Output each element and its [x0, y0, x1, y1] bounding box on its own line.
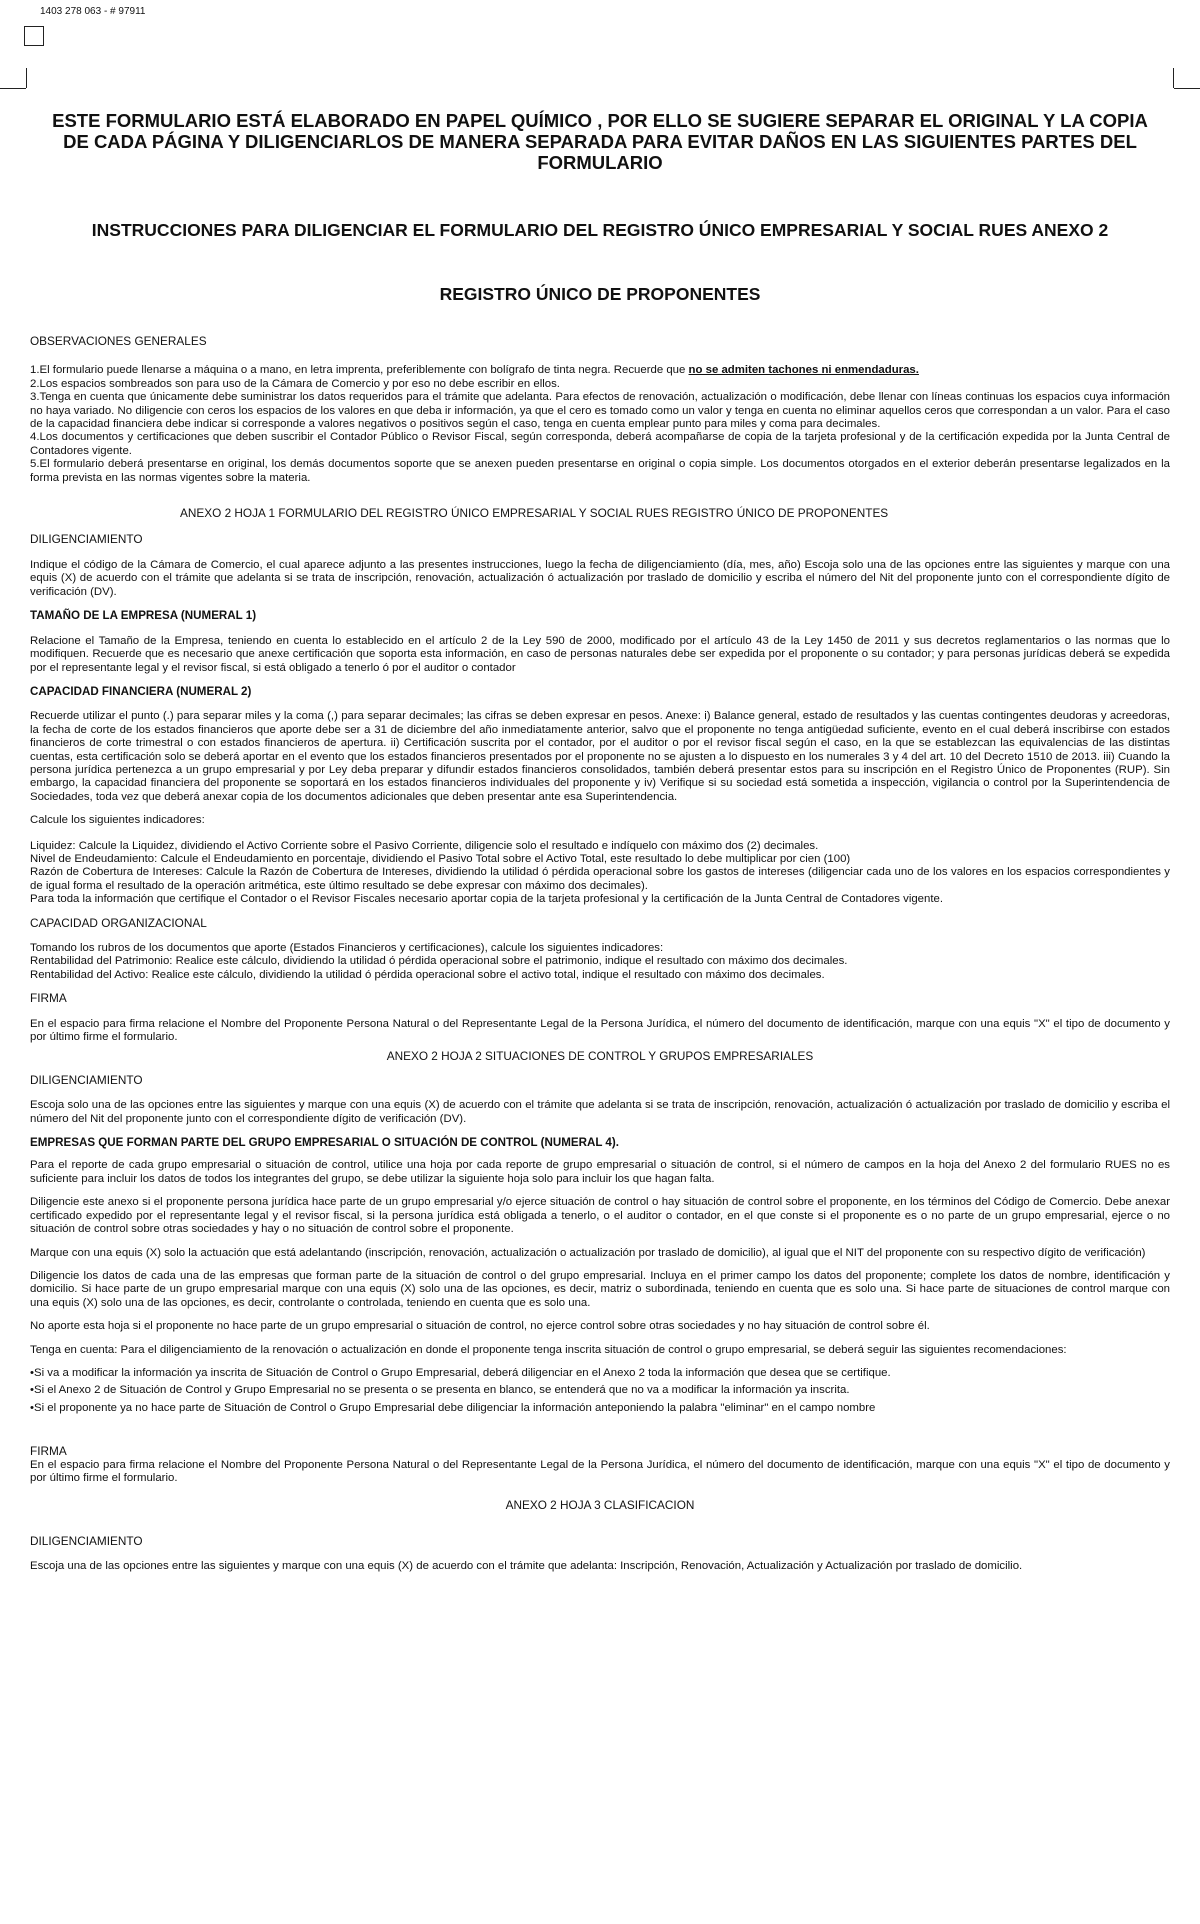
endeudamiento-text: Nivel de Endeudamiento: Calcule el Endeudamiento en porcentaje, dividiendo el Pasivo Total sobre el Activo Total, este resultado lo debe multiplicar por cien (100) [30, 852, 851, 865]
capacidad-financiera-title: CAPACIDAD FINANCIERA (NUMERAL 2) [30, 684, 252, 698]
form-code: 1403 278 063 - # 97911 [40, 6, 146, 17]
general-item-4: 4.Los documentos y certificaciones que deben suscribir el Contador Público o Revisor Fiscal, según corresponda, deberá acompañarse de copia de la tarjeta profesional y de la certificación expedida por la Junta Central de Contadores vigente. [30, 431, 1170, 457]
hoja2-dil-text: Escoja solo una de las opciones entre las siguientes y marque con una equis (X) de acuerdo con el trámite que adelanta si se trata de inscripción, renovación, actualización ó actualización por traslado de domicilio y escriba el número del Nit del proponente junto con el correspondiente dígito de verificación (DV). [30, 1099, 1170, 1125]
hoja2-firma-text: En el espacio para firma relacione el Nombre del Proponente Persona Natural o del Representante Legal de la Persona Jurídica, el número del documento de identificación, marque con una equis "X" el tipo de documento y por último firme el formulario. [30, 1458, 1170, 1484]
hoja2-paragraph-6: Tenga en cuenta: Para el diligenciamiento de la renovación o actualización en donde el proponente tenga inscrita situación de control o grupo empresarial, se deberá seguir las siguientes recomendaciones: [30, 1343, 1067, 1356]
rentabilidad-patrimonio: Rentabilidad del Patrimonio: Realice este cálculo, dividiendo la utilidad ó pérdida operacional sobre el patrimonio, indique el resultado con máximo dos decimales. [30, 955, 848, 968]
hoja2-paragraph-5: No aporte esta hoja si el proponente no hace parte de un grupo empresarial o situación de control, no ejerce control sobre otras sociedades y no hay situación de control sobre él. [30, 1320, 930, 1333]
capacidad-financiera-text: Recuerde utilizar el punto (.) para separar miles y la coma (,) para separar decimales; las cifras se deben expresar en pesos. Anexe: i) Balance general, estado de resultados y las cuentas contingentes deudoras y acreedoras, la fecha de corte de los estados financieros que aporte debe ser a 31 de diciembre del año inmediatamente anterior, salvo que el proponente no tenga antigüedad suficiente, evento en el cual deberá inscribirse con estados financieros de corte trimestral o con estados financieros de apertura. ii) Certificación suscrita por el contador, por el auditor o por el revisor fiscal según el caso, en la que se establezcan las equivalencias de las distintas cuentas, esta certificación solo se deberá aportar en el evento que los estados financieros presentados por el proponente no se ajusten a lo dispuesto en los numerales 3 y 4 del art. 10 del Decreto 1510 de 2013. iii) Cuando la persona jurídica pertenezca a un grupo empresarial y por Ley deba preparar y difundir estados financieros consolidados, también deberá presentar estos para su inscripción en el Registro Único de Proponentes (RUP). Sin embargo, la capacidad financiera del proponente se soportará en los estados financieros individuales del proponente y iv) Verifique si su sociedad está sometida a inspección, vigilancia o control por la Superintendencia de Sociedades, toda vez que deberá anexar copia de los documentos adicionales que deben presentar ante esa Superintendencia. [30, 710, 1170, 803]
tamano-title: TAMAÑO DE LA EMPRESA (NUMERAL 1) [30, 609, 257, 623]
rentabilidad-activo: Rentabilidad del Activo: Realice este cálculo, dividiendo la utilidad ó pérdida operacional sobre el activo total, indique el resultado con máximo dos decimales. [30, 968, 825, 981]
hoja2-paragraph-2: Diligencie este anexo si el proponente persona jurídica hace parte de un grupo empresarial y/o ejerce situación de control o hay situación de control sobre el proponente, en los términos del Código de Comercio. Debe anexar certificado expedido por el representante legal y el revisor fiscal, si la persona jurídica está obligada a tenerlo, o el auditor o contador, en el que conste si el proponente es o no parte de un grupo empresarial, ejerce o no situación de control sobre otras sociedades y hay o no situación de control sobre el proponente. [30, 1196, 1170, 1236]
chemical-paper-warning: ESTE FORMULARIO ESTÁ ELABORADO EN PAPEL QUÍMICO , POR ELLO SE SUGIERE SEPARAR EL ORIGINAL Y LA COPIA DE CADA PÁGINA Y DILIGENCIARLOS DE MANERA SEPARADA PARA EVITAR DAÑOS EN LAS SIGUIENTES PARTES DEL FORMULARIO [52, 110, 1148, 173]
hoja2-bullet-2: •Si el Anexo 2 de Situación de Control y Grupo Empresarial no se presenta o se presenta en blanco, se entenderá que no va a modificar la información ya inscrita. [30, 1384, 850, 1397]
cobertura-note: Para toda la información que certifique el Contador o el Revisor Fiscales necesario aportar copia de la tarjeta profesional y la certificación de la Junta Central de Contadores vigente. [30, 893, 944, 906]
grupo-empresarial-title: EMPRESAS QUE FORMAN PARTE DEL GRUPO EMPRESARIAL O SITUACIÓN DE CONTROL (NUMERAL 4). [30, 1136, 619, 1150]
hoja2-dil-title: DILIGENCIAMIENTO [30, 1072, 143, 1087]
liquidez-text: Liquidez: Calcule la Liquidez, dividiendo el Activo Corriente sobre el Pasivo Corriente, diligencie solo el resultado e indíquelo con máximo dos (2) decimales. [30, 839, 819, 852]
hoja2-paragraph-1: Para el reporte de cada grupo empresarial o situación de control, utilice una hoja por cada reporte de grupo empresarial o situación de control, si el número de campos en la hoja del Anexo 2 del formulario RUES no es suficiente para incluir los datos de todos los integrantes del grupo, se debe utilizar la siguiente hoja solo para incluir los que hagan falta. [30, 1159, 1170, 1185]
hoja3-dil-title: DILIGENCIAMIENTO [30, 1533, 143, 1548]
general-item-1-text: 1.El formulario puede llenarse a máquina o a mano, en letra imprenta, preferiblemente con bolígrafo de tinta negra. Recuerde que [30, 364, 689, 377]
general-item-1-emphasis: no se admiten tachones ni enmendaduras. [688, 364, 919, 377]
checkbox[interactable] [24, 26, 44, 46]
tamano-text: Relacione el Tamaño de la Empresa, teniendo en cuenta lo establecido en el artículo 2 de la Ley 590 de 2000, modificado por el artículo 43 de la Ley 1450 de 2011 y sus decretos reglamentarios o las normas que lo modifiquen. Recuerde que es necesario que anexe certificación que soporta esta información, en caso de personas naturales debe ser expedida por el proponente o su contador; y para personas jurídicas deberá se expedida por el representante legal y el revisor fiscal, si está obligado a tenerlo ó por el auditor o contador [30, 634, 1170, 674]
hoja2-paragraph-4: Diligencie los datos de cada una de las empresas que forman parte de la situación de control o del grupo empresarial. Incluya en el primer campo los datos del proponente; complete los datos de nombre, identificación y domicilio. Si hace parte de un grupo empresarial marque con una equis (X) solo una de las opciones, es decir, matriz o subordinada, teniendo en cuenta que es solo una. Si hace parte de situaciones de control marque con una equis (X) solo una de las opciones, es decir, controlante o controlada, teniendo en cuenta que es solo una. [30, 1269, 1170, 1309]
general-item-1 [30, 364, 1170, 377]
hoja1-dil-title: DILIGENCIAMIENTO [30, 532, 143, 547]
capacidad-organizacional-title: CAPACIDAD ORGANIZACIONAL [30, 915, 207, 930]
hoja1-title: ANEXO 2 HOJA 1 FORMULARIO DEL REGISTRO ÚNICO EMPRESARIAL Y SOCIAL RUES REGISTRO ÚNICO DE PROPONENTES [180, 506, 889, 521]
general-item-3: 3.Tenga en cuenta que únicamente debe suministrar los datos requeridos para el trámite que adelanta. Para efectos de renovación, actualización o modificación, debe llenar con líneas continuas los espacios cuya información no haya variado. No diligencie con ceros los espacios de los valores en que deba ir información, ya que el cero es tomado como un valor y tenga en cuenta no eliminar aquellos ceros que correspondan a un valor. Para el caso de la capacidad financiera debe indicar si corresponde a valores negativos o positivos según el caso, tenga en cuenta emplear punto para miles y coma para decimales. [30, 391, 1170, 431]
calc-intro: Calcule los siguientes indicadores: [30, 814, 205, 827]
instructions-body [30, 335, 1170, 1574]
hoja2-bullet-3: •Si el proponente ya no hace parte de Situación de Control o Grupo Empresarial debe diligenciar la información anteponiendo la palabra "eliminar" en el campo nombre [30, 1401, 876, 1414]
general-item-2: 2.Los espacios sombreados son para uso de la Cámara de Comercio y por eso no debe escribir en ellos. [30, 377, 560, 390]
hoja2-paragraph-3: Marque con una equis (X) solo la actuación que está adelantando (inscripción, renovación, actualización o actualización por traslado de domicilio), al igual que el NIT del proponente con su respectivo dígito de verificación) [30, 1246, 1146, 1259]
hoja3-dil-text: Escoja una de las opciones entre las siguientes y marque con una equis (X) de acuerdo con el trámite que adelanta: Inscripción, Renovación, Actualización y Actualización por traslado de domicilio. [30, 1560, 1023, 1573]
hoja2-bullet-1: •Si va a modificar la información ya inscrita de Situación de Control o Grupo Empresarial, deberá diligenciar en el Anexo 2 toda la información que desea que se certifique. [30, 1366, 891, 1379]
instructions-title: INSTRUCCIONES PARA DILIGENCIAR EL FORMULARIO DEL REGISTRO ÚNICO EMPRESARIAL Y SOCIAL RUES ANEXO 2 [91, 220, 1109, 240]
general-item-5: 5.El formulario deberá presentarse en original, los demás documentos soporte que se anexen pueden presentarse en original o copia simple. Los documentos otorgados en el exterior deberán presentarse legalizados en la forma prevista en las normas vigentes sobre la materia. [30, 458, 1170, 484]
general-observations-title: OBSERVACIONES GENERALES [30, 334, 207, 348]
crop-mark-left [0, 88, 26, 89]
hoja1-firma-title: FIRMA [30, 991, 67, 1006]
org-intro: Tomando los rubros de los documentos que aporte (Estados Financieros y certificaciones), calcule los siguientes indicadores: [30, 942, 664, 954]
crop-mark-right-vertical [1173, 68, 1174, 88]
crop-mark-left-vertical [26, 68, 27, 88]
hoja2-firma-title: FIRMA [30, 1444, 67, 1459]
crop-mark-right [1174, 88, 1200, 89]
hoja1-firma-text: En el espacio para firma relacione el Nombre del Proponente Persona Natural o del Representante Legal de la Persona Jurídica, el número del documento de identificación, marque con una equis "X" el tipo de documento y por último firme el formulario. [30, 1017, 1170, 1044]
registry-title: REGISTRO ÚNICO DE PROPONENTES [439, 284, 761, 304]
hoja3-title: ANEXO 2 HOJA 3 CLASIFICACION [505, 1498, 695, 1513]
hoja1-header [30, 507, 1170, 547]
hoja2-title: ANEXO 2 HOJA 2 SITUACIONES DE CONTROL Y GRUPOS EMPRESARIALES [386, 1049, 814, 1064]
hoja1-dil-text: Indique el código de la Cámara de Comercio, el cual aparece adjunto a las presentes instrucciones, luego la fecha de diligenciamiento (día, mes, año) Escoja solo una de las opciones entre las siguientes y marque con una equis (X) de acuerdo con el trámite que adelanta si se trata de inscripción, renovación, actualización ó actualización por traslado de domicilio y escriba el número del Nit del proponente junto con el correspondiente dígito de verificación (DV). [30, 559, 1170, 598]
cobertura-text: Razón de Cobertura de Intereses: Calcule la Razón de Cobertura de Intereses, dividiendo la utilidad ó pérdida operacional sobre los gastos de intereses (diligenciar cada uno de los valores en los espacios correspondientes y de igual forma el resultado de la operación aritmética, este último resultado se debe expresar con máximo dos decimales). [30, 866, 1170, 892]
